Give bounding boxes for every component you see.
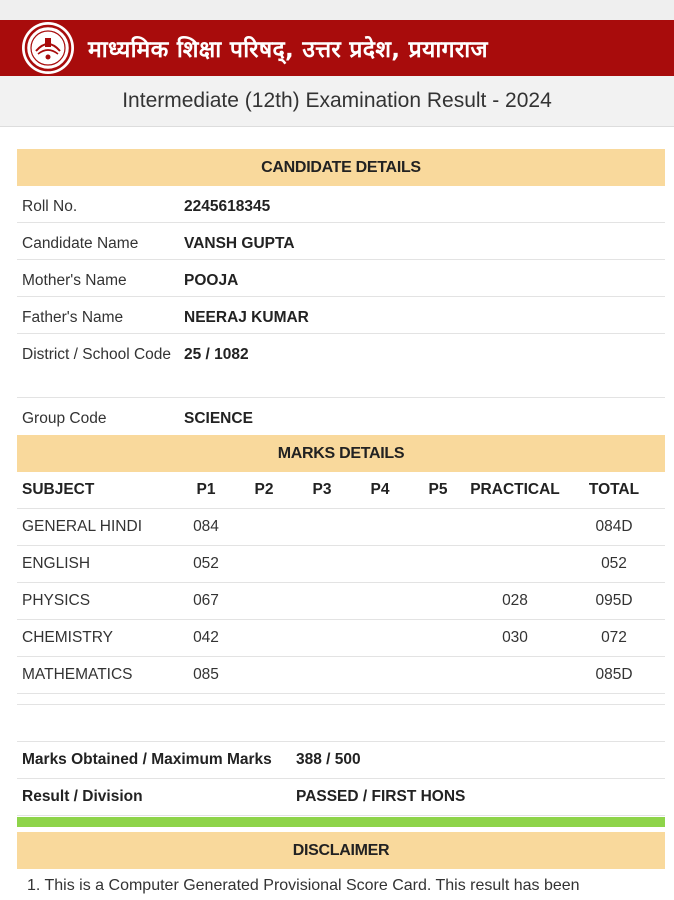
detail-label: Mother's Name <box>22 272 127 289</box>
detail-row-father-name <box>17 297 665 334</box>
marks-summary-row <box>17 742 665 779</box>
col-p5: P5 <box>428 481 448 498</box>
marks-header-row <box>17 472 665 509</box>
result-division-value: PASSED / FIRST HONS <box>296 788 466 805</box>
p1-cell: 085 <box>193 666 219 683</box>
col-total: TOTAL <box>588 481 640 498</box>
exam-title: Intermediate (12th) Examination Result - 2024 <box>0 76 674 127</box>
table-row <box>17 509 665 546</box>
total-cell: 052 <box>601 555 627 572</box>
candidate-details-heading: CANDIDATE DETAILS <box>17 149 665 186</box>
result-panel <box>17 149 665 895</box>
marks-details-heading: MARKS DETAILS <box>17 435 665 472</box>
detail-row-mother-name <box>17 260 665 297</box>
result-status-bar <box>17 817 665 827</box>
detail-value: SCIENCE <box>184 410 253 427</box>
p1-cell: 042 <box>193 629 219 646</box>
result-division-row <box>17 779 665 816</box>
detail-value: NEERAJ KUMAR <box>184 309 309 326</box>
detail-row-roll-no <box>17 186 665 223</box>
col-subject: SUBJECT <box>22 481 95 498</box>
subject-cell: CHEMISTRY <box>22 629 114 646</box>
table-row <box>17 657 665 694</box>
p1-cell: 084 <box>193 518 219 535</box>
total-cell: 072 <box>601 629 627 646</box>
header-bar <box>0 20 674 76</box>
total-cell: 085D <box>595 666 633 683</box>
practical-cell: 030 <box>502 629 528 646</box>
total-cell: 095D <box>595 592 633 609</box>
result-division-label: Result / Division <box>22 788 143 805</box>
p1-cell: 052 <box>193 555 219 572</box>
col-p2: P2 <box>254 481 274 498</box>
table-row <box>17 546 665 583</box>
detail-label: District / School Code <box>22 346 172 363</box>
detail-label: Candidate Name <box>22 235 139 252</box>
detail-value: 25 / 1082 <box>184 346 249 363</box>
detail-value: 2245618345 <box>184 198 271 215</box>
practical-cell: 028 <box>502 592 528 609</box>
detail-value: POOJA <box>184 272 239 289</box>
top-strip <box>0 0 674 20</box>
p1-cell: 067 <box>193 592 219 609</box>
detail-row-district-school-code <box>17 334 665 398</box>
subject-cell: GENERAL HINDI <box>22 518 143 535</box>
subject-cell: PHYSICS <box>22 592 91 609</box>
detail-value: VANSH GUPTA <box>184 235 295 252</box>
total-cell: 084D <box>595 518 633 535</box>
subject-cell: ENGLISH <box>22 555 91 572</box>
detail-row-group-code <box>17 398 665 435</box>
detail-row-candidate-name <box>17 223 665 260</box>
detail-label: Group Code <box>22 410 107 427</box>
marks-obtained-value: 388 / 500 <box>296 751 361 768</box>
detail-label: Father's Name <box>22 309 124 326</box>
board-logo-icon <box>22 22 74 74</box>
col-p3: P3 <box>312 481 332 498</box>
col-p4: P4 <box>370 481 390 498</box>
table-spacer <box>17 694 665 705</box>
disclaimer-text: 1. This is a Computer Generated Provisional Score Card. This result has been <box>27 877 580 894</box>
table-row <box>17 583 665 620</box>
detail-label: Roll No. <box>22 198 78 215</box>
disclaimer-heading: DISCLAIMER <box>17 832 665 869</box>
board-title: माध्यमिक शिक्षा परिषद्, उत्तर प्रदेश, प्रयागराज <box>88 37 488 63</box>
table-row <box>17 620 665 657</box>
col-practical: PRACTICAL <box>470 481 560 498</box>
marks-obtained-label: Marks Obtained / Maximum Marks <box>22 751 272 768</box>
subject-cell: MATHEMATICS <box>22 666 133 683</box>
table-spacer <box>17 705 665 742</box>
col-p1: P1 <box>196 481 216 498</box>
